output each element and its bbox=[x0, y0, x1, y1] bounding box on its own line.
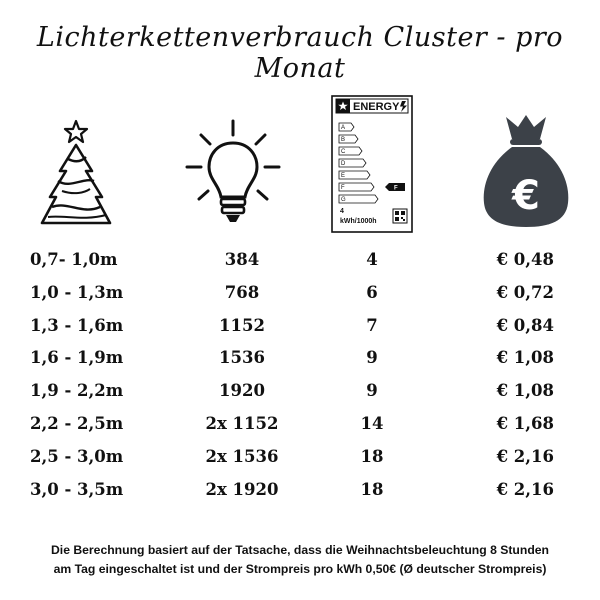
table-row: 1,9 - 2,2m 1920 9 € 1,08 bbox=[30, 381, 554, 401]
cost-cell: € 0,84 bbox=[496, 315, 554, 335]
cost-cell: € 0,48 bbox=[496, 250, 554, 269]
energy-label-header: ENERGY bbox=[353, 101, 400, 114]
cost-cell: € 1,68 bbox=[496, 413, 554, 433]
length-cell: 2,2 - 2,5m bbox=[30, 413, 124, 433]
energy-label-unit: kWh/1000h bbox=[340, 218, 377, 225]
cost-cell: € 2,16 bbox=[496, 479, 554, 499]
energy-class-c: C bbox=[341, 149, 346, 156]
light-bulb-icon bbox=[183, 119, 283, 225]
table-row: 1,6 - 1,9m 1536 9 € 1,08 bbox=[30, 348, 554, 368]
consumption-table bbox=[0, 248, 600, 510]
length-cell: 0,7- 1,0m bbox=[30, 250, 118, 269]
table-row: 3,0 - 3,5m 2x 1920 18 € 2,16 bbox=[30, 479, 554, 499]
christmas-tree-icon bbox=[38, 119, 114, 225]
euro-symbol: € bbox=[512, 173, 540, 219]
energy-class-d: D bbox=[341, 161, 346, 168]
footnote-line-1: Die Berechnung basiert auf der Tatsache, dass die Weihnachtsbeleuchtung 8 Stunden bbox=[51, 543, 549, 557]
footnote-line-2: am Tag eingeschaltet ist und der Strompreis pro kWh 0,50€ (Ø deutscher Strompreis) bbox=[53, 562, 547, 576]
energy-label-icon bbox=[331, 95, 413, 233]
table-row: 2,5 - 3,0m 2x 1536 18 € 2,16 bbox=[30, 446, 554, 466]
table-row: 0,7- 1,0m 384 4 € 0,48 bbox=[30, 250, 554, 269]
length-cell: 1,0 - 1,3m bbox=[30, 282, 124, 302]
length-cell: 3,0 - 3,5m bbox=[30, 479, 124, 499]
energy-class-marker: F bbox=[394, 185, 398, 192]
cost-cell: € 1,08 bbox=[496, 381, 554, 401]
energy-class-a: A bbox=[341, 125, 346, 132]
cost-cell: € 0,72 bbox=[496, 282, 554, 302]
page-title: Lichterkettenverbrauch Cluster - pro Monat bbox=[36, 22, 564, 84]
cost-cell: € 2,16 bbox=[496, 446, 554, 466]
energy-class-f: F bbox=[341, 185, 345, 192]
length-cell: 1,3 - 1,6m bbox=[30, 315, 124, 335]
energy-class-e: E bbox=[341, 173, 346, 180]
energy-class-g: G bbox=[341, 197, 346, 204]
icon-row bbox=[0, 95, 600, 235]
length-cell: 2,5 - 3,0m bbox=[30, 446, 124, 466]
length-cell: 1,9 - 2,2m bbox=[30, 381, 124, 401]
energy-class-b: B bbox=[341, 137, 346, 144]
money-bag-icon bbox=[478, 111, 574, 229]
cost-cell: € 1,08 bbox=[496, 348, 554, 368]
length-cell: 1,6 - 1,9m bbox=[30, 348, 124, 368]
footnote bbox=[0, 541, 600, 579]
energy-label-value: 4 bbox=[340, 208, 344, 215]
table-row: 2,2 - 2,5m 2x 1152 14 € 1,68 bbox=[30, 413, 554, 433]
table-row: 1,3 - 1,6m 1152 7 € 0,84 bbox=[30, 315, 554, 335]
table-row: 1,0 - 1,3m 768 6 € 0,72 bbox=[30, 282, 554, 302]
